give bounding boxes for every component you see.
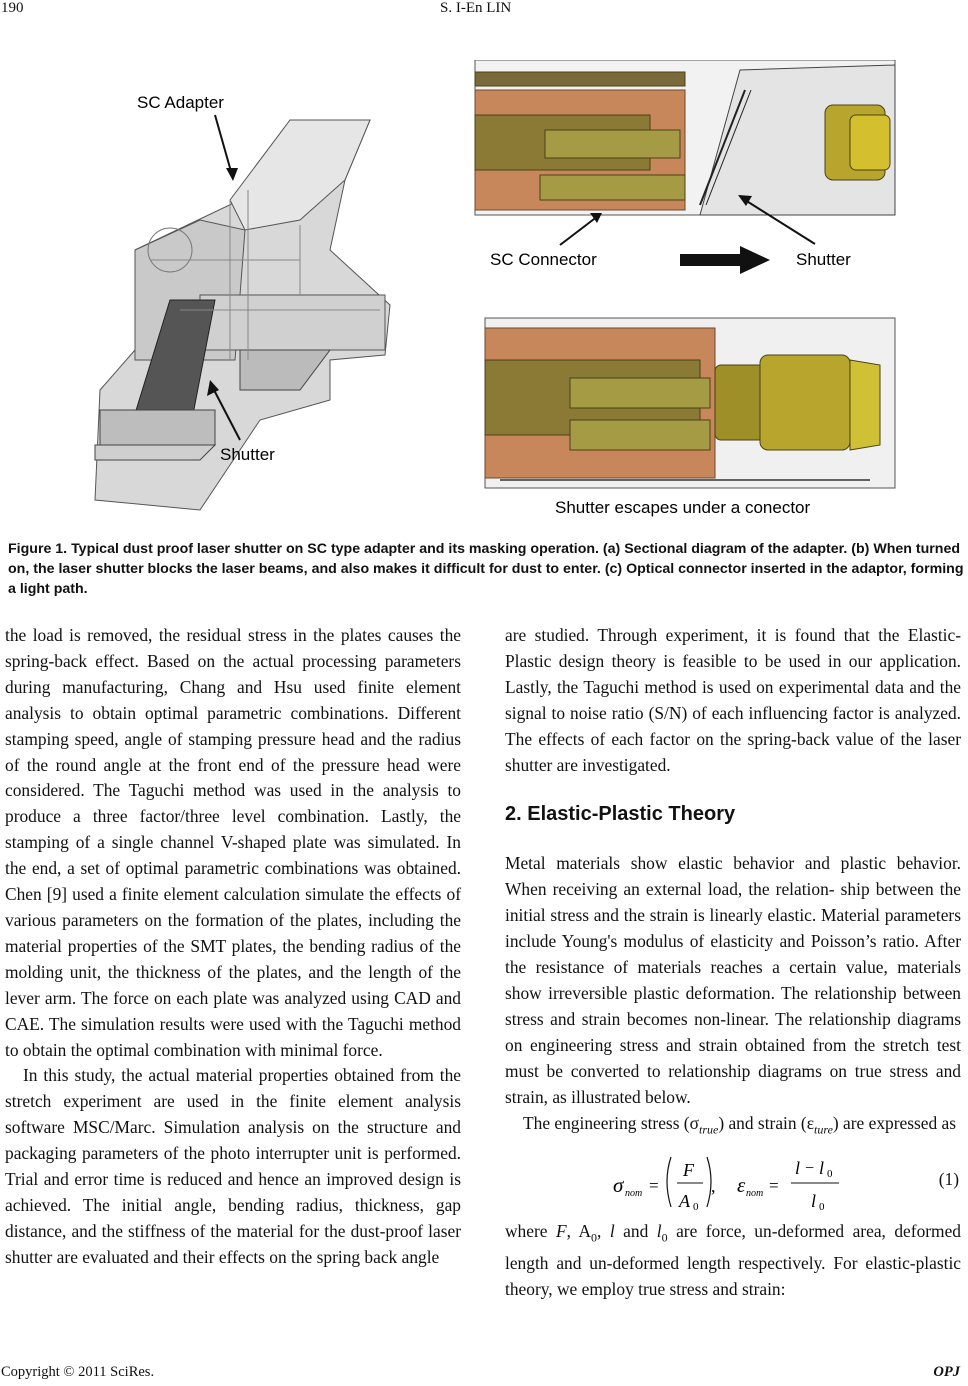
right-paragraph-3: The engineering stress $(\sigma_{true})$ and strain $(\varepsilon_{ture})$ are expressed as xyxy=(523,1112,957,1136)
label-sc-adapter: SC Adapter xyxy=(137,93,224,112)
svg-text:0: 0 xyxy=(693,1200,699,1213)
equation-1 xyxy=(505,1143,961,1219)
svg-text:0: 0 xyxy=(827,1167,833,1180)
equation-number: (1) xyxy=(938,1168,959,1189)
svg-text:=: = xyxy=(649,1175,659,1195)
svg-text:,: , xyxy=(711,1175,716,1196)
label-shutter-b: Shutter xyxy=(796,250,851,269)
right-paragraph-2: Metal materials show elastic behavior and plastic behavior. When receiving an external load, the relation- ship between the initial stress and the strain is linearly elastic. Material parameters include Young's modulus of elasticity and Poisson’s ratio. After the resistance of materials reaches a certain value, materials show irreversible plastic deformation. The relationship between stress and strain becomes non-linear. The relationship diagrams on engineering stress and strain obtained from the stretch test must be converted to relationship diagrams on true stress and strain, as illustrated below. xyxy=(505,853,961,1107)
cross-section-b xyxy=(475,60,895,215)
label-sc-connector: SC Connector xyxy=(490,250,597,269)
svg-text:A: A xyxy=(679,1190,690,1211)
label-shutter-a: Shutter xyxy=(220,445,275,464)
label-shutter-escapes: Shutter escapes under a conector xyxy=(555,498,811,517)
svg-text:l: l xyxy=(819,1157,825,1178)
svg-text:F: F xyxy=(683,1159,694,1180)
right-paragraph-1: are studied. Through experiment, it is found that the Elastic-Plastic design theory is feasible to be used in our application. Lastly, the Taguchi method is used on experimental data and the signal to noise ratio (S/N) of each influencing factor is analyzed. The effects of each factor on the spring-back value of the laser shutter are investigated. xyxy=(505,625,961,775)
svg-text:=: = xyxy=(769,1175,779,1195)
section-heading: 2. Elastic-Plastic Theory xyxy=(505,803,736,826)
svg-text:l: l xyxy=(811,1190,817,1211)
svg-text:l: l xyxy=(795,1157,801,1178)
left-paragraph-2: In this study, the actual material properties obtained from the stretch experiment are used in the finite element analysis software MSC/Marc. Simulation analysis on the structure and packaging parameters of the photo interrupter unit is performed. Trial and error time is reduced and hence an improved design is achieved. The initial angle, bending radius, thickness, gap distance, and the stiffness of the material for the dust-proof laser shutter are evaluated and their effects on the spring back angle xyxy=(5,1065,461,1267)
page-number: 190 xyxy=(1,0,24,16)
svg-text:0: 0 xyxy=(819,1200,825,1213)
cross-section-c xyxy=(485,318,895,488)
right-column xyxy=(505,623,961,1303)
arrow-sc-adapter xyxy=(215,115,232,175)
right-paragraph-4: where F, $A_0$, l and $l_0$ are force, un-deformed area, deformed length and un-deformed length respectively. For elastic-plastic theory, we employ true stress and strain: xyxy=(505,1220,961,1300)
svg-text:−: − xyxy=(805,1159,815,1177)
footer-copyright: Copyright © 2011 SciRes. xyxy=(1,1364,155,1380)
running-title: S. I-En LIN xyxy=(440,0,512,16)
figure-1 xyxy=(0,60,968,530)
arrow-sc-connector xyxy=(560,216,598,245)
svg-text:nom: nom xyxy=(625,1187,643,1199)
footer-journal: OPJ xyxy=(933,1364,960,1380)
left-paragraph-1: the load is removed, the residual stress in the plates causes the spring-back effect. Based on the actual processing parameters during manufacturing, Chang and Hsu used finite element analysis to obtain optimal parametric combinations. Different stamping speed, angle of stamping pressure head and the radius of the round angle at the front end of the pressure head were considered. The Taguchi method was used in the analysis to produce a three factor/three level combination. Lastly, the stamping of a single channel V-shaped plate was simulated. In the end, a set of optimal parametric combinations was obtained. Chen [9] used a finite element calculation simulate the effects of various parameters on the formation of the plates, including the material properties of the SMT plates, the bending radius of the molding unit, the thickness of the plates, and the length of the lever arm. The force on each plate was analyzed using CAD and CAE. The simulation results were used with the Taguchi method to obtain the optimal combination with minimal force. xyxy=(5,625,461,1060)
svg-text:nom: nom xyxy=(746,1187,764,1199)
left-column xyxy=(5,623,461,1271)
figure-caption: Figure 1. Typical dust proof laser shutter on SC type adapter and its masking operation. (a) Sectional diagram of the adapter. (b) When turned on, the laser shutter blocks the laser beams, and also makes it difficult for dust to enter. (c) Optical connector inserted in the adaptor, forming a light path. xyxy=(8,541,964,597)
svg-text:ε: ε xyxy=(737,1172,746,1197)
svg-text:σ: σ xyxy=(613,1172,624,1197)
direction-arrow xyxy=(680,246,770,274)
